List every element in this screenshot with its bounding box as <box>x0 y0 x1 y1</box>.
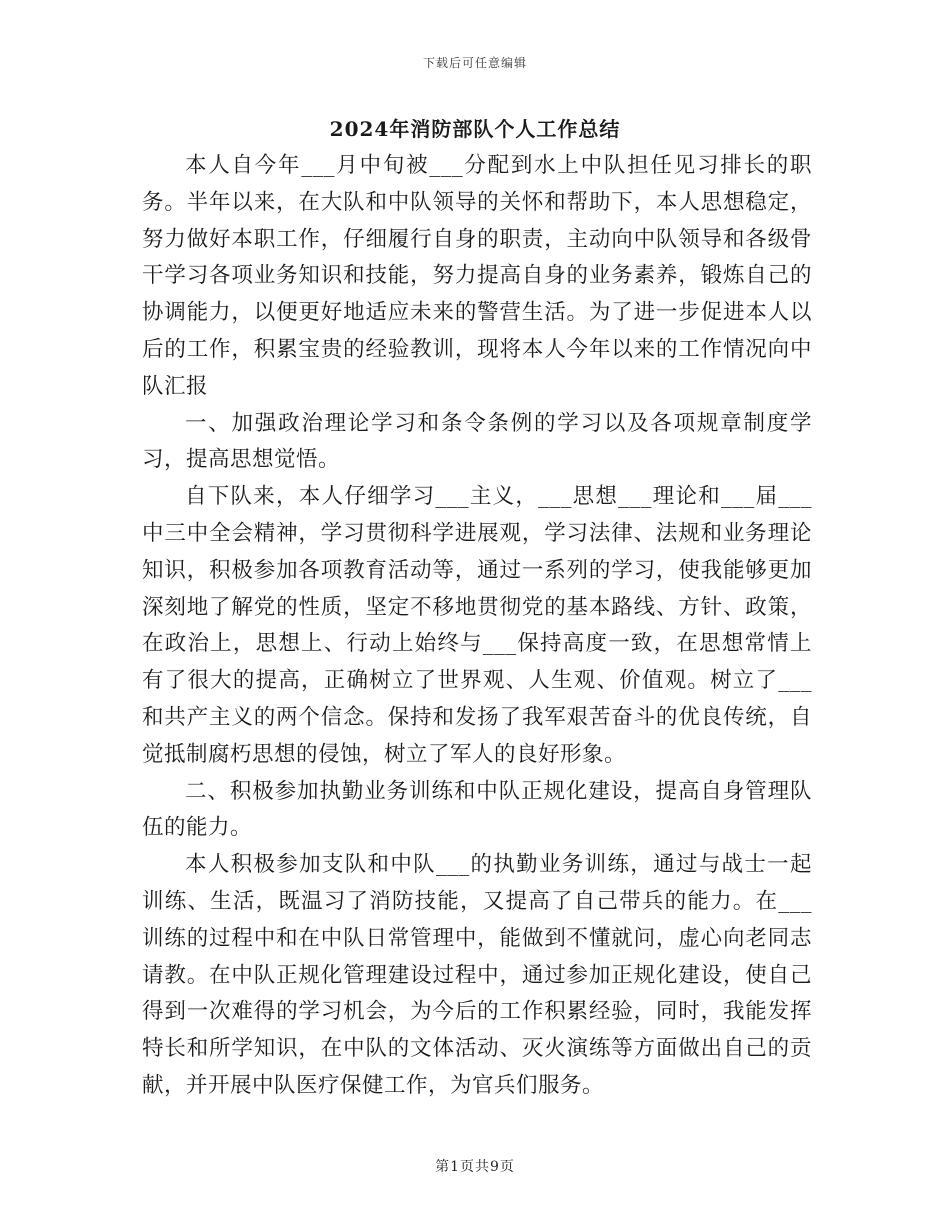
section-heading-2: 二、积极参加执勤业务训练和中队正规化建设，提高自身管理队伍的能力。 <box>142 778 812 841</box>
document-title: 2024年消防部队个人工作总结 <box>329 117 621 141</box>
document-body <box>142 148 812 1105</box>
page-number-footer: 第1页共9页 <box>435 1159 515 1175</box>
paragraph-intro: 本人自今年___月中旬被___分配到水上中队担任见习排长的职务。半年以来，在大队和中队领导的关怀和帮助下，本人思想稳定，努力做好本职工作，仔细履行自身的职责，主动向中队领导和各级骨干学习各项业务知识和技能，努力提高自身的业务素养，锻炼自己的协调能力，以便更好地适应未来的警营生活。为了进一步促进本人以后的工作，积累宝贵的经验教训，现将本人今年以来的工作情况向中队汇报 <box>142 153 812 399</box>
paragraph-section-2: 本人积极参加支队和中队___的执勤业务训练，通过与战士一起训练、生活，既温习了消防技能，又提高了自己带兵的能力。在___训练的过程中和在中队日常管理中，能做到不懂就问，虚心向老同志请教。在中队正规化管理建设过程中，通过参加正规化建设，使自己得到一次难得的学习机会，为今后的工作积累经验，同时，我能发挥特长和所学知识，在中队的文体活动、灭火演练等方面做出自己的贡献，并开展中队医疗保健工作，为官兵们服务。 <box>142 852 812 1098</box>
section-heading-1: 一、加强政治理论学习和条令条例的学习以及各项规章制度学习，提高思想觉悟。 <box>142 410 812 473</box>
header-note: 下载后可任意编辑 <box>422 56 527 70</box>
paragraph-section-1: 自下队来，本人仔细学习___主义，___思想___理论和___届___中三中全会精神，学习贯彻科学进展观，学习法律、法规和业务理论知识，积极参加各项教育活动等，通过一系列的学习，使我能够更加深刻地了解党的性质，坚定不移地贯彻党的基本路线、方针、政策，在政治上，思想上、行动上始终与___保持高度一致，在思想常情上有了很大的提高，正确树立了世界观、人生观、价值观。树立了___和共产主义的两个信念。保持和发扬了我军艰苦奋斗的优良传统，自觉抵制腐朽思想的侵蚀，树立了军人的良好形象。 <box>142 484 812 767</box>
